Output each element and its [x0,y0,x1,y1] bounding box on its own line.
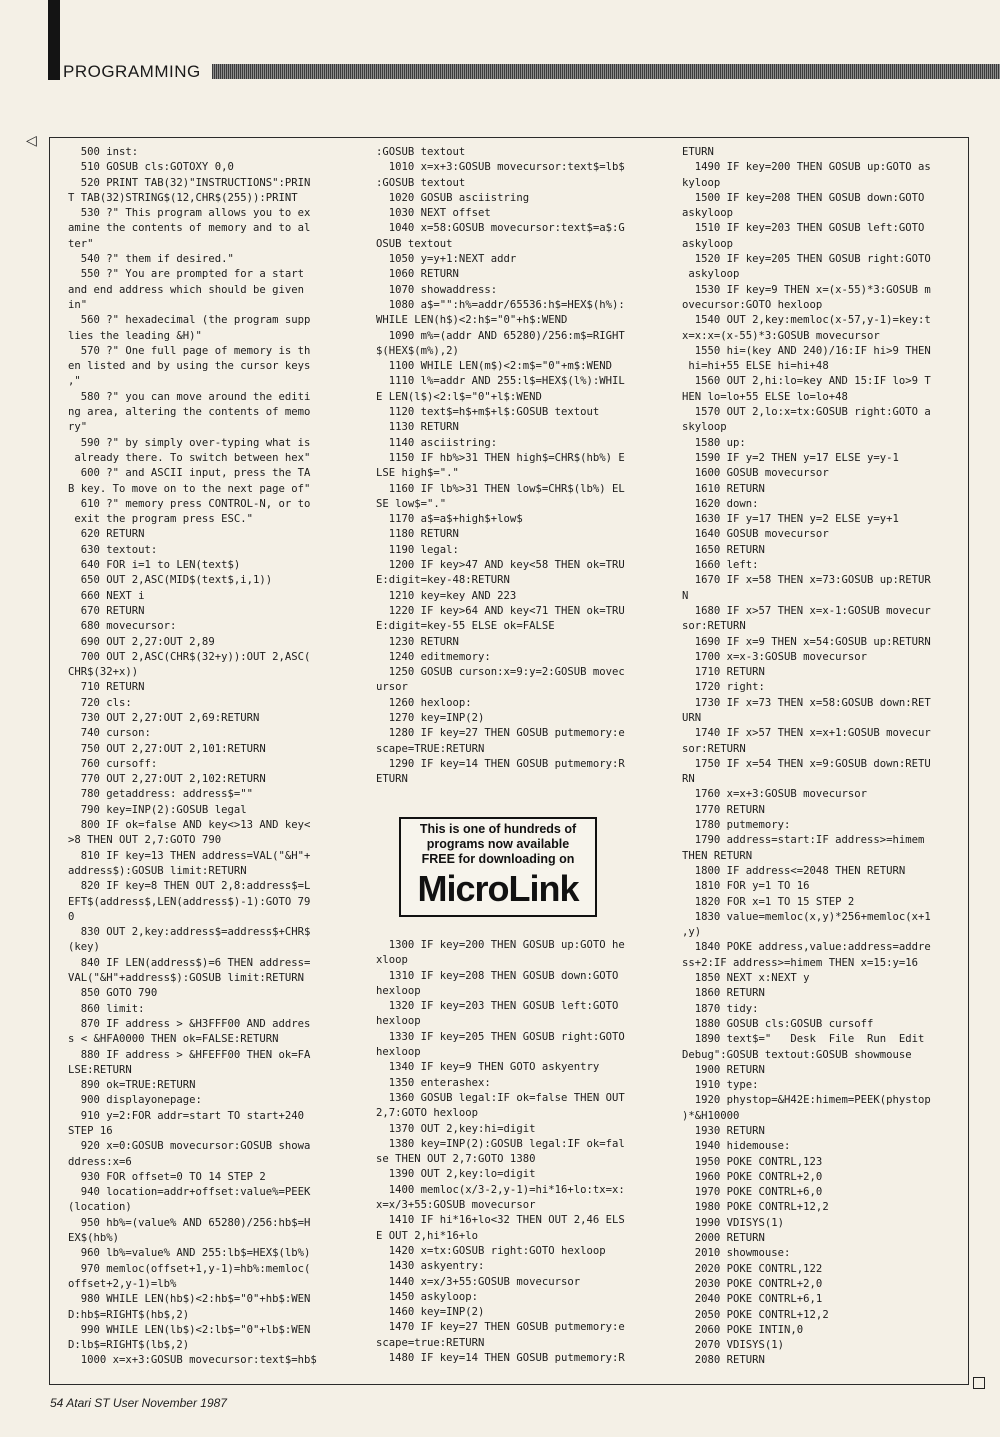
listing-start-marker-icon: ◁ [26,133,37,149]
listing-column-2-bottom: 1300 IF key=200 THEN GOSUB up:GOTO he xloop 1310 IF key=208 THEN GOSUB down:GOTO hexloop 1320 IF key=203 THEN GOSUB left:GOTO hexloop 1330 IF key=205 THEN GOSUB right:GOTO hexloop 1340 IF key=9 THEN GOTO askyentry 1350 enterashex: 1360 GOSUB legal:IF ok=false THEN OUT 2,7:GOTO hexloop 1370 OUT 2,key:hi=digit 1380 key=INP(2):GOSUB legal:IF ok=fal se THEN OUT 2,7:GOTO 1380 1390 OUT 2,key:lo=digit 1400 memloc(x/3-2,y-1)=hi*16+lo:tx=x: x=x/3+55:GOSUB movecursor 1410 IF hi*16+lo<32 THEN OUT 2,46 ELS E OUT 2,hi*16+lo 1420 x=tx:GOSUB right:GOTO hexloop 1430 askyentry: 1440 x=x/3+55:GOSUB movecursor 1450 askyloop: 1460 key=INP(2) 1470 IF key=27 THEN GOSUB putmemory:e scape=true:RETURN 1480 IF key=14 THEN GOSUB putmemory:R [376,939,625,1365]
listing-column-1: 500 inst: 510 GOSUB cls:GOTOXY 0,0 520 PRINT TAB(32)"INSTRUCTIONS":PRIN T TAB(32)STRING$(12,CHR$(255)):PRINT 530 ?" This program allows you to ex amine the contents of memory and to al ter" 540 ?" them if desired." 550 ?" You are prompted for a start and end address which should be given in" 560 ?" hexadecimal (the program supp lies the leading &H)" 570 ?" One full page of memory is th en listed and by using the cursor keys ," 580 ?" you can move around the editi ng area, altering the contents of memo ry" 590 ?" by simply over-typing what is already there. To switch between hex" 600 ?" and ASCII input, press the TA B key. To move on to the next page of" 610 ?" memory press CONTROL-N, or to exit the program press ESC." 620 RETURN 630 textout: 640 FOR i=1 to LEN(text$) 650 OUT 2,ASC(MID$(text$,i,1)) 660 NEXT i 670 RETURN 680 movecursor: 690 OUT 2,27:OUT 2,89 700 OUT 2,ASC(CHR$(32+y)):OUT 2,ASC( CHR$(32+x)) 710 RETURN 720 cls: 730 OUT 2,27:OUT 2,69:RETURN 740 curson: 750 OUT 2,27:OUT 2,101:RETURN 760 cursoff: 770 OUT 2,27:OUT 2,102:RETURN 780 getaddress: address$="" 790 key=INP(2):GOSUB legal 800 IF ok=false AND key<>13 AND key< >8 THEN OUT 2,7:GOTO 790 810 IF key=13 THEN address=VAL("&H"+ address$):GOSUB limit:RETURN 820 IF key=8 THEN OUT 2,8:address$=L EFT$(address$,LEN(address$)-1):GOTO 79 0 830 OUT 2,key:address$=address$+CHR$ (key) 840 IF LEN(address$)=6 THEN address= VAL("&H"+address$):GOSUB limit:RETURN 850 GOTO 790 860 limit: 870 IF address > &H3FFF00 AND addres s < &HFA0000 THEN ok=FALSE:RETURN 880 IF address > &HFEFF00 THEN ok=FA LSE:RETURN 890 ok=TRUE:RETURN 900 displayonepage: 910 y=2:FOR addr=start TO start+240 STEP 16 920 x=0:GOSUB movecursor:GOSUB showa ddress:x=6 930 FOR offset=0 TO 14 STEP 2 940 location=addr+offset:value%=PEEK (location) 950 hb%=(value% AND 65280)/256:hb$=H EX$(hb%) 960 lb%=value% AND 255:lb$=HEX$(lb%) 970 memloc(offset+1,y-1)=hb%:memloc( offset+2,y-1)=lb% 980 WHILE LEN(hb$)<2:hb$="0"+hb$:WEN D:hb$=RIGHT$(hb$,2) 990 WHILE LEN(lb$)<2:lb$="0"+lb$:WEN D:lb$=RIGHT$(lb$,2) 1000 x=x+3:GOSUB movecursor:text$=hb$ [68,146,317,1367]
ad-line-1: This is one of hundreds of [419,822,577,836]
listing-column-2-top: :GOSUB textout 1010 x=x+3:GOSUB movecursor:text$=lb$ :GOSUB textout 1020 GOSUB asciistring 1030 NEXT offset 1040 x=58:GOSUB movecursor:text$=a$:G OSUB textout 1050 y=y+1:NEXT addr 1060 RETURN 1070 showaddress: 1080 a$="":h%=addr/65536:h$=HEX$(h%): WHILE LEN(h$)<2:h$="0"+h$:WEND 1090 m%=(addr AND 65280)/256:m$=RIGHT $(HEX$(m%),2) 1100 WHILE LEN(m$)<2:m$="0"+m$:WEND 1110 l%=addr AND 255:l$=HEX$(l%):WHIL E LEN(l$)<2:l$="0"+l$:WEND 1120 text$=h$+m$+l$:GOSUB textout 1130 RETURN 1140 asciistring: 1150 IF hb%>31 THEN high$=CHR$(hb%) E LSE high$="." 1160 IF lb%>31 THEN low$=CHR$(lb%) EL SE low$="." 1170 a$=a$+high$+low$ 1180 RETURN 1190 legal: 1200 IF key>47 AND key<58 THEN ok=TRU E:digit=key-48:RETURN 1210 key=key AND 223 1220 IF key>64 AND key<71 THEN ok=TRU E:digit=key-55 ELSE ok=FALSE 1230 RETURN 1240 editmemory: 1250 GOSUB curson:x=9:y=2:GOSUB movec ursor 1260 hexloop: 1270 key=INP(2) 1280 IF key=27 THEN GOSUB putmemory:e scape=TRUE:RETURN 1290 IF key=14 THEN GOSUB putmemory:R ETURN [376,146,625,786]
header-left-bar [48,0,60,80]
microlink-logo: MicroLink [417,868,579,909]
section-header [60,60,1000,82]
listing-column-3: ETURN 1490 IF key=200 THEN GOSUB up:GOTO as kyloop 1500 IF key=208 THEN GOSUB down:GOTO askyloop 1510 IF key=203 THEN GOSUB left:GOTO askyloop 1520 IF key=205 THEN GOSUB right:GOTO askyloop 1530 IF key=9 THEN x=(x-55)*3:GOSUB m ovecursor:GOTO hexloop 1540 OUT 2,key:memloc(x-57,y-1)=key:t x=x:x=(x-55)*3:GOSUB movecursor 1550 hi=(key AND 240)/16:IF hi>9 THEN hi=hi+55 ELSE hi=hi+48 1560 OUT 2,hi:lo=key AND 15:IF lo>9 T HEN lo=lo+55 ELSE lo=lo+48 1570 OUT 2,lo:x=tx:GOSUB right:GOTO a skyloop 1580 up: 1590 IF y=2 THEN y=17 ELSE y=y-1 1600 GOSUB movecursor 1610 RETURN 1620 down: 1630 IF y=17 THEN y=2 ELSE y=y+1 1640 GOSUB movecursor 1650 RETURN 1660 left: 1670 IF x=58 THEN x=73:GOSUB up:RETUR N 1680 IF x>57 THEN x=x-1:GOSUB movecur sor:RETURN 1690 IF x=9 THEN x=54:GOSUB up:RETURN 1700 x=x-3:GOSUB movecursor 1710 RETURN 1720 right: 1730 IF x=73 THEN x=58:GOSUB down:RET URN 1740 IF x>57 THEN x=x+1:GOSUB movecur sor:RETURN 1750 IF x=54 THEN x=9:GOSUB down:RETU RN 1760 x=x+3:GOSUB movecursor 1770 RETURN 1780 putmemory: 1790 address=start:IF address>=himem THEN RETURN 1800 IF address<=2048 THEN RETURN 1810 FOR y=1 TO 16 1820 FOR x=1 TO 15 STEP 2 1830 value=memloc(x,y)*256+memloc(x+1 ,y) 1840 POKE address,value:address=addre ss+2:IF address>=himem THEN x=15:y=16 1850 NEXT x:NEXT y 1860 RETURN 1870 tidy: 1880 GOSUB cls:GOSUB cursoff 1890 text$=" Desk File Run Edit Debug":GOSUB textout:GOSUB showmouse 1900 RETURN 1910 type: 1920 phystop=&H42E:himem=PEEK(phystop )*&H10000 1930 RETURN 1940 hidemouse: 1950 POKE CONTRL,123 1960 POKE CONTRL+2,0 1970 POKE CONTRL+6,0 1980 POKE CONTRL+12,2 1990 VDISYS(1) 2000 RETURN 2010 showmouse: 2020 POKE CONTRL,122 2030 POKE CONTRL+2,0 2040 POKE CONTRL+6,1 2050 POKE CONTRL+12,2 2060 POKE INTIN,0 2070 VDISYS(1) 2080 RETURN [682,146,931,1367]
page-footer: 54 Atari ST User November 1987 [50,1396,227,1410]
ad-line-3: FREE for downloading on [421,852,575,866]
section-title: PROGRAMMING [63,62,201,81]
ad-line-2: programs now available [426,837,570,851]
listing-end-marker-icon [973,1377,985,1389]
header-stripe [212,64,1000,79]
microlink-ad-box [399,817,597,917]
